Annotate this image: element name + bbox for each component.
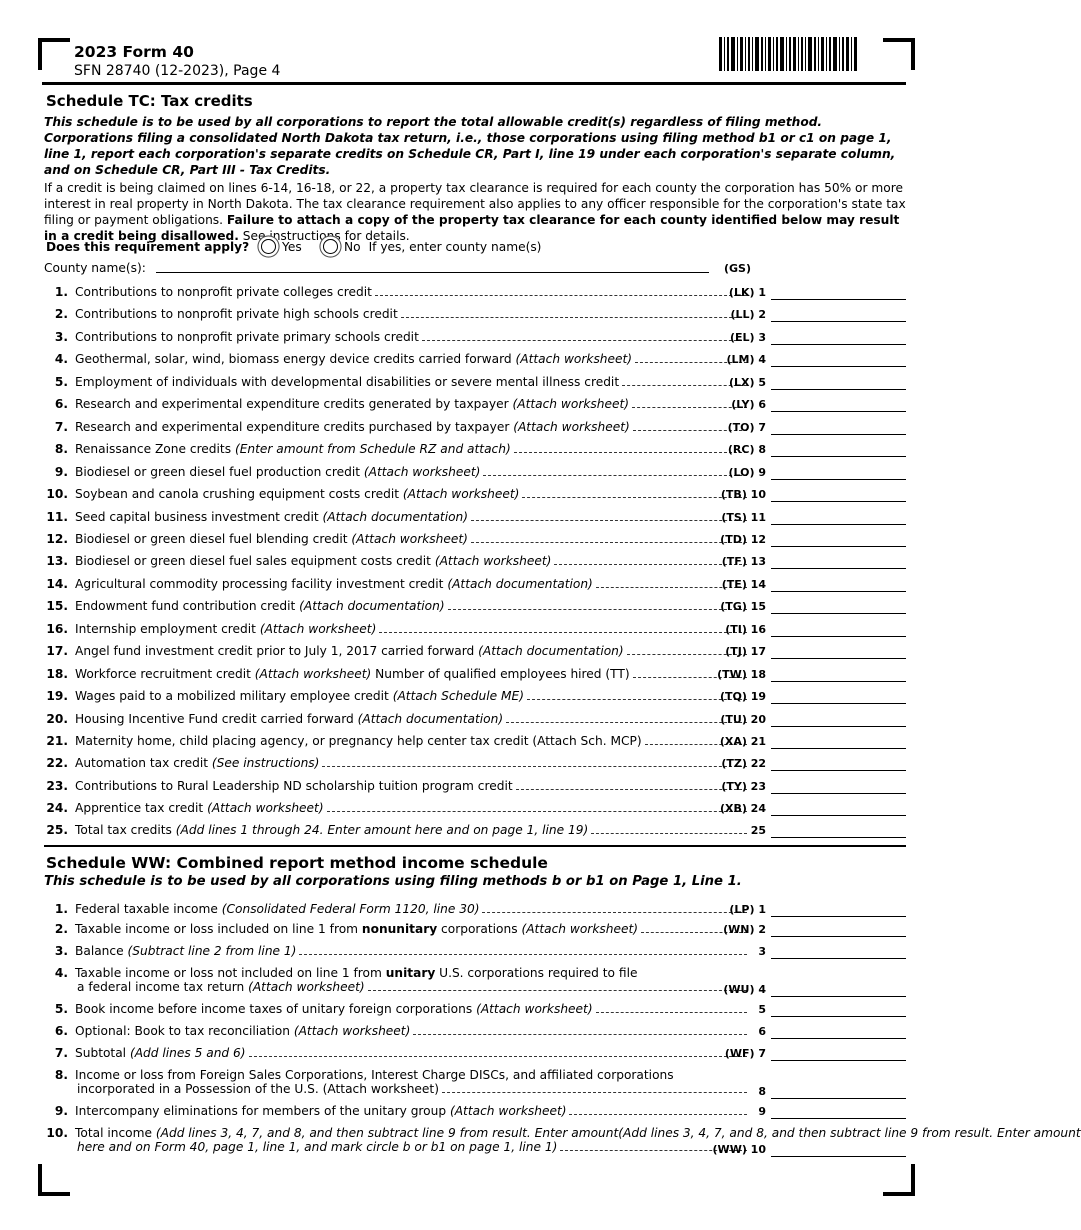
amount-field[interactable]: [771, 568, 906, 569]
line-text: [75, 801, 324, 815]
corner-mark-bottom-left: [38, 1164, 70, 1196]
line-number: 21.: [46, 734, 68, 748]
line-note: (Attach worksheet): [254, 667, 372, 681]
line-number: 19.: [46, 689, 68, 703]
line-note: (Attach documentation): [299, 599, 445, 613]
line-text: [75, 1126, 1081, 1140]
leader-dots: [401, 307, 747, 318]
line-code: (RC) 8: [727, 443, 766, 456]
line-number: 10.: [46, 487, 68, 501]
amount-field[interactable]: [771, 815, 906, 816]
line-code: (TU) 20: [720, 713, 766, 726]
amount-field[interactable]: [771, 916, 906, 917]
line-text: [75, 622, 376, 636]
line-label: [75, 712, 747, 726]
line-code: (WN) 2: [723, 923, 766, 936]
line-note: (Enter amount from Schedule RZ and attach): [234, 442, 511, 456]
line-text-bold: nonunitary: [361, 922, 438, 936]
leader-dots: [299, 944, 747, 955]
line-text-main: Workforce recruitment credit: [75, 667, 255, 681]
line-code: (TJ) 17: [725, 645, 766, 658]
line-text-main: Research and experimental expenditure credits generated by taxpayer: [75, 397, 513, 411]
line-text: [75, 779, 513, 793]
line-label: [75, 352, 747, 366]
leader-dots: [442, 1082, 747, 1093]
line-label: [75, 510, 747, 524]
line-text-cont: corporations: [437, 922, 522, 936]
line-second-row: [75, 1082, 747, 1096]
amount-field[interactable]: [771, 613, 906, 614]
line-text-main: Total tax credits: [75, 823, 176, 837]
line-text: [75, 442, 511, 456]
line-text-second: [75, 980, 365, 994]
line-label: [75, 823, 747, 837]
line-number: 1.: [54, 902, 68, 916]
line-text: [75, 1104, 566, 1118]
line-number: 3.: [54, 330, 68, 344]
requirement-question: Does this requirement apply?: [46, 240, 250, 254]
line-note: (Add lines 1 through 24. Enter amount here and on page 1, line 19): [175, 823, 589, 837]
line-label: [75, 734, 747, 748]
line-number: 9.: [54, 1104, 68, 1118]
line-text-main: Wages paid to a mobilized military employee credit: [75, 689, 393, 703]
line-text-main: Seed capital business investment credit: [75, 510, 323, 524]
line-number: 13.: [46, 554, 68, 568]
header-rule: [42, 82, 906, 85]
line-note: (Attach worksheet): [351, 532, 468, 546]
line-code: (TO) 7: [727, 421, 766, 434]
line-code: 25: [750, 824, 766, 837]
line-number: 12.: [46, 532, 68, 546]
amount-field[interactable]: [771, 434, 906, 435]
line-number: 7.: [54, 420, 68, 434]
line-text-main: Internship employment credit: [75, 622, 260, 636]
leader-dots: [327, 801, 747, 812]
leader-dots: [368, 980, 747, 991]
line-code: (TS) 11: [721, 511, 766, 524]
line-label: [75, 532, 747, 546]
line-label: [75, 902, 747, 916]
line-number: 14.: [46, 577, 68, 591]
amount-field[interactable]: [771, 479, 906, 480]
line-text-bold: unitary: [385, 966, 436, 980]
amount-field[interactable]: [771, 524, 906, 525]
line-text: [75, 285, 372, 299]
leader-dots: [413, 1024, 747, 1035]
radio-yes[interactable]: [261, 239, 302, 254]
amount-field[interactable]: [771, 591, 906, 592]
line-code: (TG) 15: [720, 600, 766, 613]
line-code: (LO) 9: [728, 466, 766, 479]
line-text: [75, 922, 638, 936]
line-code: (LK) 1: [728, 286, 766, 299]
line-code: (TE) 14: [721, 578, 766, 591]
line-note: (Attach worksheet): [402, 487, 520, 501]
line-label: [75, 599, 747, 613]
line-code: (LL) 2: [730, 308, 766, 321]
line-code: (WF) 7: [724, 1047, 766, 1060]
line-text-main: Taxable income or loss not included on line 1 from: [75, 966, 386, 980]
leader-dots: [379, 622, 747, 633]
line-number: 5.: [54, 375, 68, 389]
line-number: 2.: [54, 307, 68, 321]
line-text-main: Total income: [75, 1126, 156, 1140]
corner-mark-bottom-right: [883, 1164, 915, 1196]
line-text-main: Contributions to nonprofit private primary schools credit: [75, 330, 419, 344]
line-note: (Attach worksheet): [513, 420, 630, 434]
line-note: (Attach worksheet): [259, 622, 377, 636]
amount-field[interactable]: [771, 996, 906, 997]
amount-field[interactable]: [771, 658, 906, 659]
line-text: [75, 554, 551, 568]
clearance-text: If a credit is being claimed on lines 6-14, 16-18, or 22, a property tax clearance is required for each county the corporation has 50% or more interest in real property in North Dakota. The tax clearance requirement also applies to any officer responsible for the corporation's state tax filing or payment obligations.: [44, 181, 906, 227]
line-number: 4.: [54, 966, 68, 980]
line-text-main: Book income before income taxes of unitary foreign corporations: [75, 1002, 477, 1016]
line-number: 9.: [54, 465, 68, 479]
line-text: [75, 823, 588, 837]
line-note: (Add lines 5 and 6): [129, 1046, 246, 1060]
line-text: [75, 352, 632, 366]
amount-field[interactable]: [771, 936, 906, 937]
line-label: [75, 922, 747, 936]
line-number: 10.: [46, 1126, 68, 1140]
line-note: (Attach documentation): [357, 712, 504, 726]
line-code: (WU) 4: [723, 983, 766, 996]
line-number: 5.: [54, 1002, 68, 1016]
line-number: 25.: [46, 823, 68, 837]
line-note: (Attach worksheet): [248, 980, 365, 994]
line-number: 17.: [46, 644, 68, 658]
line-number: 2.: [54, 922, 68, 936]
line-text: [75, 1002, 593, 1016]
line-code: (XA) 21: [719, 735, 766, 748]
line-text-main: Automation tax credit: [75, 756, 212, 770]
line-text: [75, 532, 468, 546]
line-text-main: Research and experimental expenditure credits purchased by taxpayer: [75, 420, 514, 434]
line-text-main: Intercompany eliminations for members of the unitary group: [75, 1104, 450, 1118]
line-label: [75, 1104, 747, 1118]
amount-field[interactable]: [771, 366, 906, 367]
clearance-tail: See instructions for details.: [238, 229, 410, 243]
line-number: 16.: [46, 622, 68, 636]
amount-field[interactable]: [771, 681, 906, 682]
line-first-row: [75, 1068, 747, 1082]
schedule-ww-title: Schedule WW: Combined report method income schedule: [46, 854, 548, 872]
amount-field[interactable]: [771, 299, 906, 300]
line-text-main: Biodiesel or green diesel fuel sales equipment costs credit: [75, 554, 435, 568]
amount-field[interactable]: [771, 1098, 906, 1099]
line-code: (TB) 10: [720, 488, 766, 501]
line-text: [75, 1046, 246, 1060]
amount-field[interactable]: [771, 770, 906, 771]
line-label: [75, 622, 747, 636]
line-code: (TW) 18: [717, 668, 766, 681]
line-label: [75, 375, 747, 389]
line-label: [75, 1046, 747, 1060]
line-code: 5: [758, 1003, 766, 1016]
line-text: [75, 307, 398, 321]
line-label: [75, 667, 747, 681]
line-label: [75, 801, 747, 815]
line-label: [75, 756, 747, 770]
line-number: 22.: [46, 756, 68, 770]
line-number: 8.: [54, 1068, 68, 1082]
line-number: 6.: [54, 1024, 68, 1038]
line-note: (Attach worksheet): [476, 1002, 593, 1016]
line-code: (WW) 10: [712, 1143, 766, 1156]
line-text: [75, 667, 630, 681]
line-text-main: Optional: Book to tax reconciliation: [75, 1024, 294, 1038]
corner-mark-top-right: [883, 38, 915, 70]
line-label: [75, 944, 747, 958]
line-label: [75, 554, 747, 568]
line-code: 3: [758, 945, 766, 958]
line-note: (Attach worksheet): [363, 465, 481, 479]
line-code: (TZ) 22: [721, 757, 766, 770]
line-text-main: Income or loss from Foreign Sales Corporations, Interest Charge DISCs, and affiliated corporations: [75, 1068, 674, 1082]
line-note: (Add lines 3, 4, 7, and 8, and then subtract line 9 from result. Enter amount: [618, 1126, 1081, 1140]
line-code: (EL) 3: [729, 331, 766, 344]
county-label: County name(s):: [44, 261, 146, 275]
radio-circle-no[interactable]: [323, 239, 338, 254]
radio-no[interactable]: [323, 239, 541, 254]
line-note: (Attach worksheet): [515, 352, 633, 366]
amount-field[interactable]: [771, 456, 906, 457]
county-code: (GS): [724, 262, 752, 275]
line-code: (LM) 4: [726, 353, 766, 366]
line-code: 8: [758, 1085, 766, 1098]
amount-field[interactable]: [771, 1038, 906, 1039]
amount-field[interactable]: [771, 703, 906, 704]
leader-dots: [249, 1046, 747, 1057]
line-text-main: Subtotal: [75, 1046, 130, 1060]
line-text: [75, 902, 479, 916]
line-text: [75, 510, 468, 524]
line-label: [75, 330, 747, 344]
line-text-main: Agricultural commodity processing facility investment credit: [75, 577, 448, 591]
line-note-second: here and on Form 40, page 1, line 1, and mark circle b or b1 on page 1, line 1): [77, 1140, 558, 1154]
amount-field[interactable]: [771, 1118, 906, 1119]
line-text-main: Federal taxable income: [75, 902, 222, 916]
line-text: [75, 966, 637, 980]
line-note: (Attach worksheet): [207, 801, 324, 815]
line-text: [75, 734, 642, 748]
corner-mark-top-left: [38, 38, 70, 70]
amount-field[interactable]: [771, 837, 906, 838]
line-code: (LX) 5: [728, 376, 766, 389]
line-text: [75, 644, 624, 658]
line-label: [75, 577, 747, 591]
line-label: [75, 966, 747, 998]
line-text-main: Maternity home, child placing agency, or pregnancy help center tax credit (Attach Sch. MCP): [75, 734, 642, 748]
line-text-second-main: incorporated in a Possession of the U.S. (Attach worksheet): [77, 1082, 439, 1096]
amount-field[interactable]: [771, 321, 906, 322]
line-text-main: Angel fund investment credit prior to July 1, 2017 carried forward: [75, 644, 479, 658]
line-number: 4.: [54, 352, 68, 366]
line-note: (Attach worksheet): [434, 554, 552, 568]
line-text: [75, 420, 630, 434]
line-text: [75, 944, 296, 958]
line-text-second: [75, 1140, 557, 1154]
leader-dots: [448, 599, 747, 610]
line-note: (Attach worksheet): [512, 397, 629, 411]
amount-field[interactable]: [771, 546, 906, 547]
amount-field[interactable]: [771, 1060, 906, 1061]
line-number: 1.: [54, 285, 68, 299]
line-number: 23.: [46, 779, 68, 793]
line-first-row: [75, 1126, 1081, 1140]
line-code: (TY) 23: [721, 780, 766, 793]
amount-field[interactable]: [771, 501, 906, 502]
line-second-row: [75, 980, 747, 994]
line-note: (Attach worksheet): [521, 922, 638, 936]
line-first-row: [75, 966, 747, 980]
line-tail: Number of qualified employees hired (TT): [371, 667, 630, 681]
line-label: [75, 644, 747, 658]
line-text-main: Housing Incentive Fund credit carried forward: [75, 712, 358, 726]
schedule-tc-intro: This schedule is to be used by all corporations to report the total allowable credit(s) regardless of filing method. Corporations filing a consolidated North Dakota tax return, i.e., those corporations using filing method b1 or c1 on page 1, line 1, report each corporation's separate credits on Schedule CR, Part I, line 19 under each corporation's separate column, and on Schedule CR, Part III - Tax Credits.: [44, 115, 896, 177]
county-input[interactable]: [156, 272, 709, 273]
line-code: (TI) 16: [725, 623, 766, 636]
amount-field[interactable]: [771, 726, 906, 727]
amount-field[interactable]: [771, 958, 906, 959]
line-text-second-main: a federal income tax return: [77, 980, 249, 994]
line-number: 20.: [46, 712, 68, 726]
amount-field[interactable]: [771, 344, 906, 345]
line-text: [75, 375, 619, 389]
form-subtitle: SFN 28740 (12-2023), Page 4: [74, 63, 281, 79]
line-text-main: Apprentice tax credit: [75, 801, 208, 815]
line-text-main: Renaissance Zone credits: [75, 442, 235, 456]
line-label: [75, 689, 747, 703]
line-text-cont: U.S. corporations required to file: [435, 966, 638, 980]
line-number: 6.: [54, 397, 68, 411]
line-text-main: Balance: [75, 944, 128, 958]
line-text: [75, 599, 445, 613]
line-label: [75, 442, 747, 456]
line-note: (Attach documentation): [322, 510, 469, 524]
line-text-main: Employment of individuals with developmental disabilities or severe mental illness credit: [75, 375, 620, 389]
line-code: (TF) 13: [721, 555, 766, 568]
line-text-main: Contributions to Rural Leadership ND scholarship tuition program credit: [75, 779, 513, 793]
line-text: [75, 1068, 674, 1082]
leader-dots: [422, 330, 747, 341]
line-text: [75, 465, 480, 479]
line-number: 18.: [46, 667, 68, 681]
line-text-main: Geothermal, solar, wind, biomass energy device credits carried forward: [75, 352, 516, 366]
amount-field[interactable]: [771, 748, 906, 749]
radio-no-tail: If yes, enter county name(s): [368, 239, 542, 254]
line-text-main: Contributions to nonprofit private high schools credit: [75, 307, 398, 321]
line-label: [75, 465, 747, 479]
line-code: (LP) 1: [729, 903, 766, 916]
line-note: (Attach documentation): [447, 577, 593, 591]
line-note: (Attach Schedule ME): [392, 689, 524, 703]
amount-field[interactable]: [771, 793, 906, 794]
line-text: [75, 487, 519, 501]
line-text-main: Soybean and canola crushing equipment costs credit: [75, 487, 403, 501]
line-label: [75, 779, 747, 793]
line-label: [75, 1002, 747, 1016]
line-label: [75, 487, 747, 501]
line-note: (Attach documentation): [478, 644, 624, 658]
line-text: [75, 330, 419, 344]
amount-field[interactable]: [771, 1016, 906, 1017]
radio-yes-label: Yes: [282, 239, 302, 254]
line-note: (Attach worksheet): [293, 1024, 411, 1038]
line-code: 9: [758, 1105, 766, 1118]
line-note: (Subtract line 2 from line 1): [127, 944, 297, 958]
line-number: 15.: [46, 599, 68, 613]
barcode-image: [719, 37, 857, 71]
line-text: [75, 756, 319, 770]
line-text: [75, 689, 524, 703]
line-code: (XB) 24: [719, 802, 766, 815]
line-label: [75, 397, 747, 411]
line-text-second: [75, 1082, 439, 1096]
line-code: (LY) 6: [731, 398, 766, 411]
amount-field[interactable]: [771, 636, 906, 637]
line-number: 7.: [54, 1046, 68, 1060]
clearance-paragraph: [44, 180, 908, 244]
line-note: (See instructions): [211, 756, 320, 770]
line-second-row: [75, 1140, 747, 1154]
line-note: (Attach worksheet): [449, 1104, 567, 1118]
amount-field[interactable]: [771, 389, 906, 390]
line-text: [75, 397, 629, 411]
line-note: (Consolidated Federal Form 1120, line 30): [221, 902, 480, 916]
leader-dots: [375, 285, 747, 296]
line-label: [75, 285, 747, 299]
line-text-main: Biodiesel or green diesel fuel blending credit: [75, 532, 352, 546]
line-number: 24.: [46, 801, 68, 815]
form-title: 2023 Form 40: [74, 43, 194, 61]
line-label: [75, 307, 747, 321]
line-text: [75, 1024, 410, 1038]
line-label: [75, 1024, 747, 1038]
section-rule: [44, 845, 906, 847]
line-text-main: Biodiesel or green diesel fuel production credit: [75, 465, 364, 479]
line-code: 6: [758, 1025, 766, 1038]
radio-no-label: No: [344, 239, 361, 254]
leader-dots: [322, 756, 747, 767]
amount-field[interactable]: [771, 411, 906, 412]
line-code: (TD) 12: [720, 533, 766, 546]
line-text: [75, 712, 503, 726]
line-note: (Add lines 3, 4, 7, and 8, and then subtract line 9 from result. Enter amount: [155, 1126, 619, 1140]
radio-circle-yes[interactable]: [261, 239, 276, 254]
line-text-main: Taxable income or loss included on line 1 from: [75, 922, 362, 936]
line-code: (TQ) 19: [719, 690, 766, 703]
line-number: 8.: [54, 442, 68, 456]
amount-field[interactable]: [771, 1156, 906, 1157]
line-label: [75, 1068, 747, 1100]
line-text-main: Contributions to nonprofit private colleges credit: [75, 285, 372, 299]
line-number: 11.: [46, 510, 68, 524]
line-number: 3.: [54, 944, 68, 958]
line-text: [75, 577, 593, 591]
clearance-warning: Failure to attach a copy of the property tax clearance for each county identified below may result in a credit being disallowed.: [44, 213, 900, 243]
line-label: [75, 1126, 1081, 1158]
line-label: [75, 420, 747, 434]
line-text-main: Endowment fund contribution credit: [75, 599, 300, 613]
schedule-ww-subtitle: This schedule is to be used by all corporations using filing methods b or b1 on Page 1, Line 1.: [44, 874, 742, 889]
schedule-tc-title: Schedule TC: Tax credits: [46, 92, 253, 110]
